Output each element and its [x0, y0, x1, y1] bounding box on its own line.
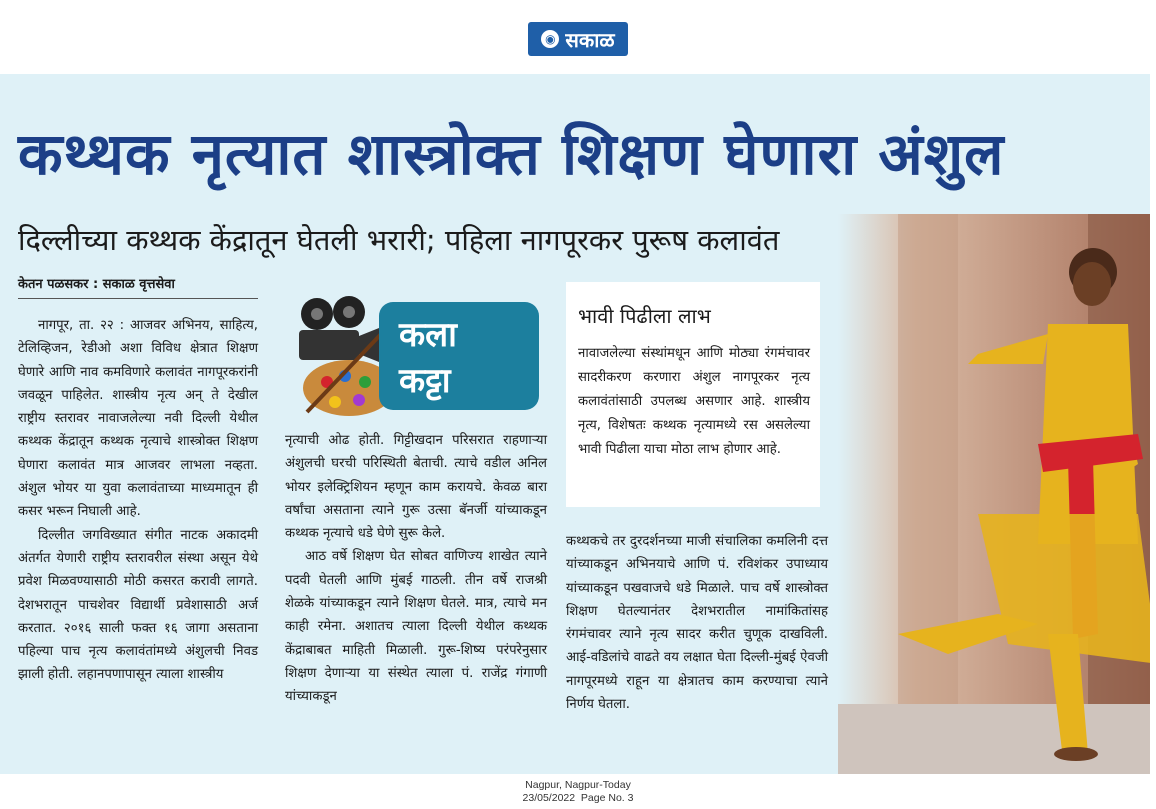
paragraph: नृत्याची ओढ होती. गिट्टीखदान परिसरात राहणाऱ्या अंशुलची घरची परिस्थिती बेताची. त्याचे वडील अनिल भोयर इलेक्ट्रिशियन म्हणून काम करायचे. केवळ बारा वर्षांचा असताना त्याने गुरू उत्सा बॅनर्जी यांच्याकडून कथ्थक नृत्याचे धडे घेणे सुरू केले.: [285, 433, 547, 542]
sidebar-box: [566, 282, 820, 507]
kala-katta-graphic: [287, 292, 545, 420]
footer: [0, 779, 1156, 805]
katta-word: कट्टा: [399, 361, 451, 401]
article-column-3: [566, 530, 828, 716]
subheadline: दिल्लीच्या कथ्थक केंद्रातून घेतली भरारी; पहिला नागपूरकर पुरूष कलावंत: [18, 223, 780, 257]
byline-divider: [18, 298, 258, 299]
paragraph: दिल्लीत जगविख्यात संगीत नाटक अकादमी अंतर्गत येणारी राष्ट्रीय स्तरावरील संस्था असून येथे प्रवेश मिळवण्यासाठी मोठी कसरत करावी लागते. देशभरातून पाचशेवर विद्यार्थी प्रवेशासाठी अर्ज करतात. २०१६ साली फक्त १६ जागा असताना पहिल्या पाच नृत्य कलावंतांमध्ये अंशुलची निवड झाली होती. लहानपणापासून त्याला शास्त्रीय: [18, 527, 258, 683]
news-article: [0, 74, 1150, 774]
edition-line: Nagpur, Nagpur-Today: [525, 779, 631, 791]
kala-word: कला: [399, 315, 457, 355]
paragraph: आठ वर्षे शिक्षण घेत सोबत वाणिज्य शाखेत त्याने पदवी घेतली आणि मुंबई गाठली. तीन वर्षे राजश्री शेळके यांच्याकडून त्याने शिक्षण घेतले. मात्र, त्याचे मन काही रमेना. अशातच त्याला दिल्ली येथील कथ्थक केंद्राबाबत माहिती मिळाली. गुरू-शिष्य परंपरेनुसार शिक्षण देणाऱ्या या संस्थेत त्याला पं. राजेंद्र गंगाणी यांच्याकडून: [285, 549, 547, 705]
paragraph: नागपूर, ता. २२ : आजवर अभिनय, साहित्य, टेलिव्हिजन, रेडीओ अशा विविध क्षेत्रात शिक्षण घेणारे आणि नाव कमविणारे कलावंत नागपूरकरांनी जवळून पाहिलेत. शास्त्रीय नृत्य अन् ते देखील राष्ट्रीय स्तरावर नावाजलेल्या नवी दिल्ली येथील कथ्थक केंद्रातून कथ्थक नृत्याचे शास्त्रोक्त शिक्षण घेणारा कलावंत मात्र आजवर लाभला नव्हता. अंशुल भोयर या युवा कलावंताच्या माध्यमातून ही कसर भरून निघाली आहे.: [18, 318, 258, 520]
article-column-1: [18, 314, 258, 687]
sidebar-text: नावाजलेल्या संस्थांमधून आणि मोठ्या रंगमंचावर सादरीकरण करणारा अंशुल नागपूरकर नृत्य कलावंतांसाठी उपलब्ध असणार आहे. शास्त्रीय नृत्य, विशेषतः कथ्थक नृत्यामध्ये रस असलेल्या भावी पिढीला याचा मोठा लाभ होणार आहे.: [578, 346, 810, 457]
paragraph: कथ्थकचे तर दुरदर्शनच्या माजी संचालिका कमलिनी दत्त यांच्याकडून अभिनयाचे आणि पं. रविशंकर उपाध्याय यांच्याकडून पखवाजचे धडे मिळाले. पाच वर्षे शास्त्रोक्त शिक्षण घेतल्यानंतर देशभरातील नामांकितांसह रंगमंचावर त्याने नृत्य सादर करीत चुणूक दाखविली. आई-वडिलांचे वाढते वय लक्षात घेता दिल्ली-मुंबई ऐवजी नागपूरमध्ये राहून या क्षेत्रातच काम करण्याचा त्याने निर्णय घेतला.: [566, 534, 828, 713]
logo-text: सकाळ: [565, 27, 615, 52]
headline: कथ्थक नृत्यात शास्त्रोक्त शिक्षण घेणारा अंशुल: [18, 120, 1005, 188]
kathak-dancer-image: [838, 214, 1150, 774]
dancer-photo: [838, 214, 1150, 774]
sakal-logo: [528, 22, 628, 56]
logo-emblem-icon: ◉: [541, 30, 559, 48]
date-page-line: 23/05/2022 Page No. 3: [522, 792, 634, 804]
article-column-2: [285, 429, 547, 709]
sidebar-title: भावी पिढीला लाभ: [578, 304, 711, 328]
byline: केतन पळसकर : सकाळ वृत्तसेवा: [18, 277, 175, 292]
